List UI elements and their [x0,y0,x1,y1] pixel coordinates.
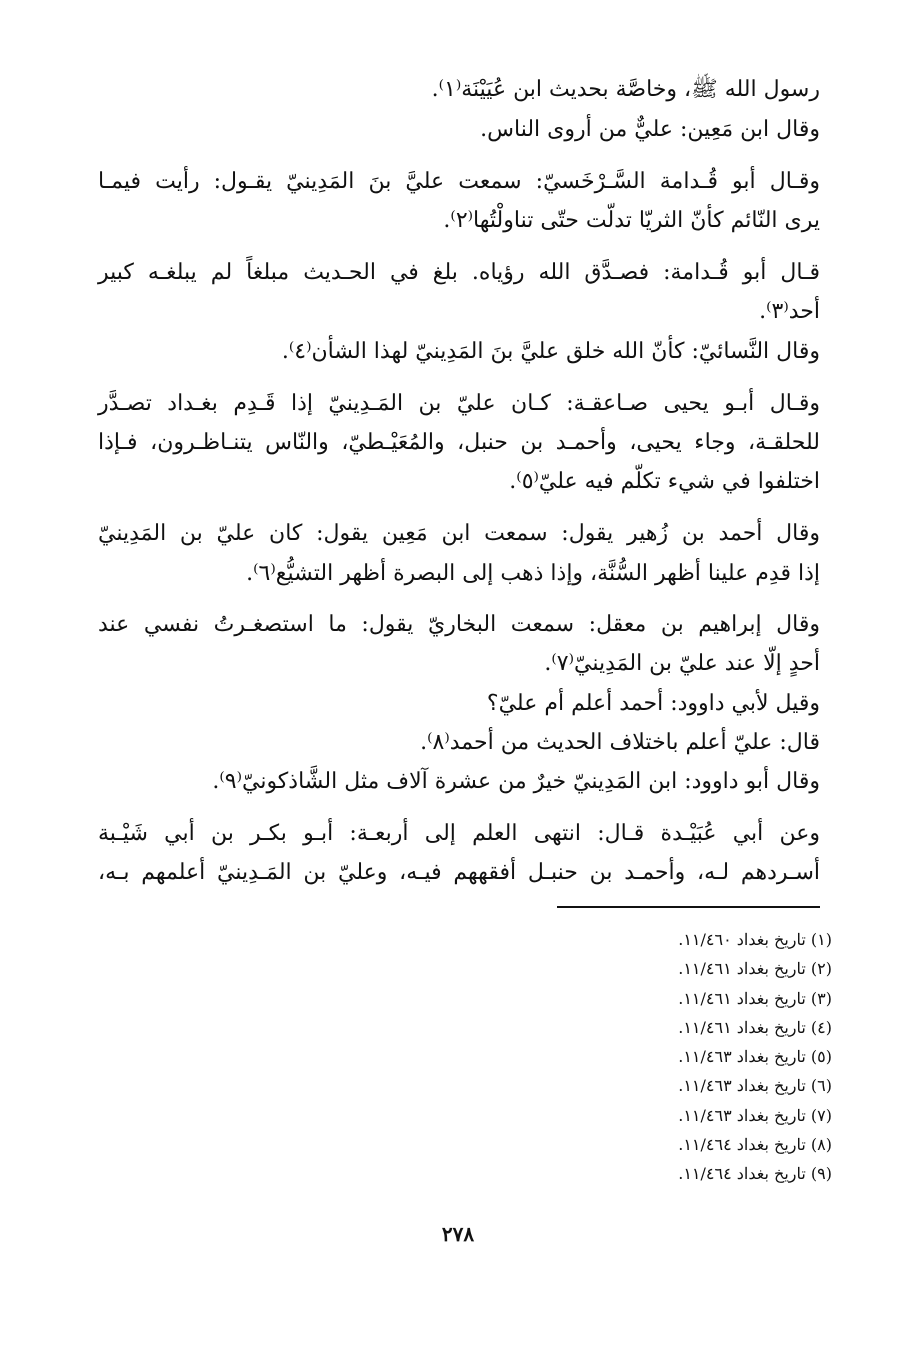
main-text [98,0,820,900]
footnote: (٩) تاريخ بغداد ١١/٤٦٤. [678,1164,832,1184]
text-line: وعن أبي عُبَيْـدة قـال: انتهى العلم إلى أربعـة: أبـو بكـر بن أبي شَيْـبة [98,821,820,846]
text-line: يرى النّائم كأنّ الثريّا تدلّت حتّى تناولْتُها⁽٢⁾. [443,208,820,233]
footnotes [532,925,832,1189]
text-line: وقال النَّسائيّ: كأنّ الله خلق عليَّ بنَ المَدِينيّ لهذا الشأن⁽٤⁾. [281,339,820,364]
text-line: وقال ابن مَعِين: عليٌّ من أروى الناس. [480,117,820,142]
text-line: وقال أحمد بن زُهير يقول: سمعت ابن مَعِين يقول: كان عليّ بن المَدِينيّ [98,521,820,546]
text-line: وقال أبو داوود: ابن المَدِينيّ خيرٌ من عشرة آلاف مثل الشَّاذكونيّ⁽٩⁾. [212,769,820,794]
footnote: (٥) تاريخ بغداد ١١/٤٦٣. [678,1047,832,1067]
text-line: وقال إبراهيم بن معقل: سمعت البخاريّ يقول: ما استصغـرتُ نفسي عند [98,612,820,637]
text-line: أحد⁽٣⁾. [759,299,820,324]
text-line: وقـال أبو قُـدامة السَّـرْخَسيّ: سمعت عليَّ بنَ المَدِينيّ يقـول: رأيت فيمـا [98,169,820,194]
footnote: (١) تاريخ بغداد ١١/٤٦٠. [678,930,832,949]
text-line: للحلقـة، وجاء يحيى، وأحمـد بن حنبل، والمُعَيْـطيّ، والنّاس يتنـاظـرون، فـإذا [98,430,820,455]
text-line: وقيل لأبي داوود: أحمد أعلم أم عليّ؟ [486,691,820,716]
text-line: اختلفوا في شيء تكلّم فيه عليّ⁽٥⁾. [509,469,820,494]
text-line: أحدٍ إلّا عند عليّ بن المَدِينيّ⁽٧⁾. [544,651,820,676]
text-line: إذا قدِم علينا أظهر السُّنَّة، وإذا ذهب إلى البصرة أظهر التشيُّع⁽٦⁾. [246,561,820,586]
page-number: ٢٧٨ [441,1222,475,1246]
footnote: (٧) تاريخ بغداد ١١/٤٦٣. [678,1105,832,1125]
footnote: (٦) تاريخ بغداد ١١/٤٦٣. [678,1076,832,1096]
footnote: (٣) تاريخ بغداد ١١/٤٦١. [678,988,832,1008]
text-line: قـال أبو قُـدامة: فصـدَّق الله رؤياه. بلغ في الحـديث مبلغاً لم يبلغـه كبير [98,260,820,285]
text-line: أسـردهم لـه، وأحمـد بن حنبـل أفقههم فيـه، وعليّ بن المَـدِينيّ أعلمهم بـه، [98,860,820,885]
footnote: (٤) تاريخ بغداد ١١/٤٦١. [678,1017,832,1037]
text-line: قال: عليّ أعلم باختلاف الحديث من أحمد⁽٨⁾. [420,730,820,755]
text-line: وقـال أبـو يحيى صـاعقـة: كـان عليّ بن المَـدِينيّ إذا قَـدِم بغـداد تصـدَّر [98,391,820,416]
footnote: (٢) تاريخ بغداد ١١/٤٦١. [678,959,832,979]
footnote-separator [557,906,820,908]
text-line: رسول الله ﷺ، وخاصَّة بحديث ابن عُيَيْنَة⁽١⁾. [431,77,820,102]
footnote: (٨) تاريخ بغداد ١١/٤٦٤. [678,1135,832,1155]
